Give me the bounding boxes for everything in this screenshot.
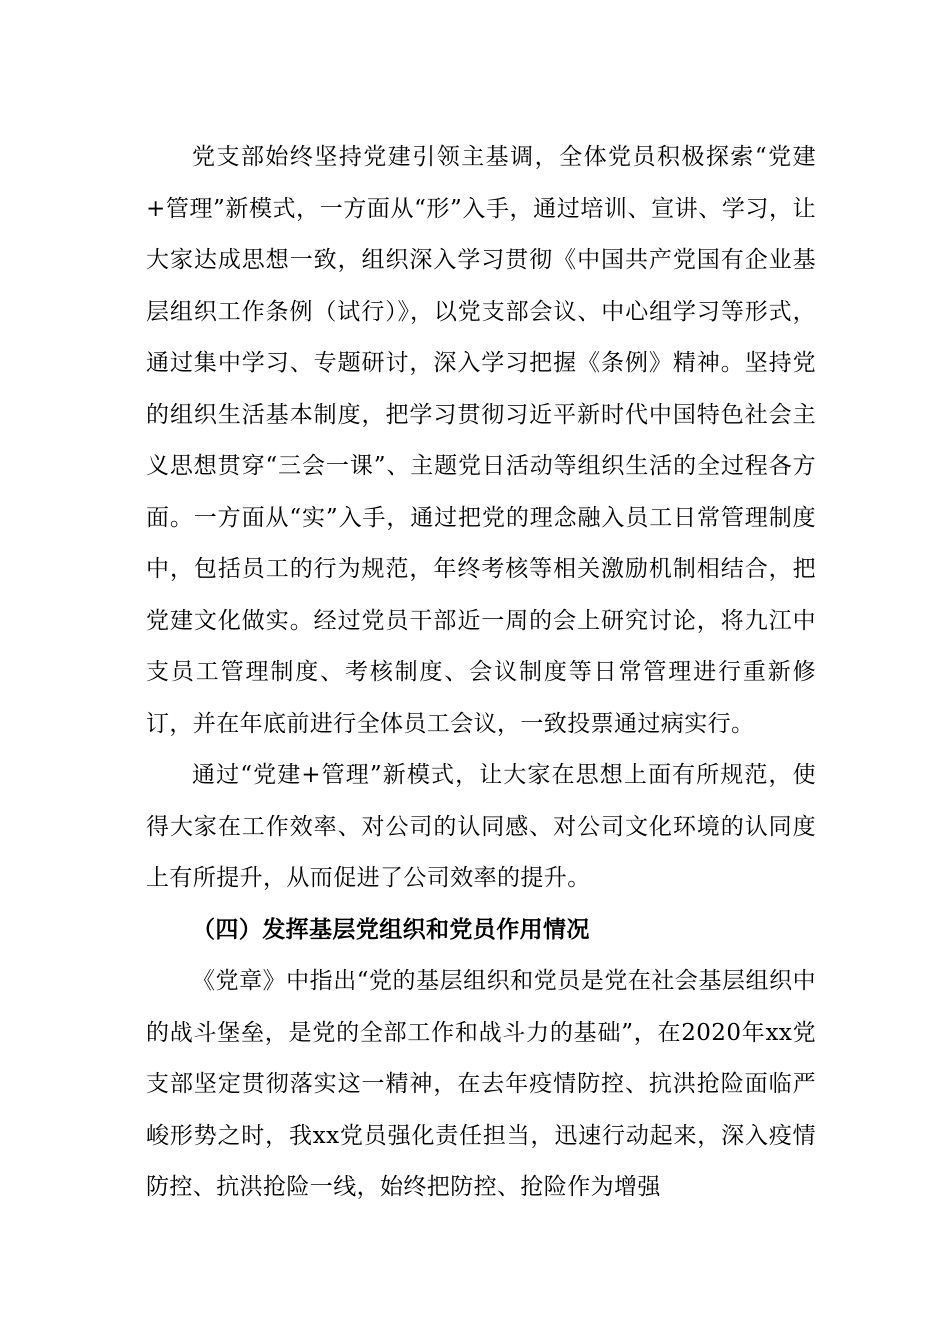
paragraph-new-model-results: 通过“党建+管理”新模式，让大家在思想上面有所规范，使得大家在工作效率、对公司的认同感、对公司文化环境的认同度上有所提升，从而促进了公司效率的提升。: [146, 762, 816, 891]
paragraph-party-building-management: 党支部始终坚持党建引领主基调，全体党员积极探索“党建+管理”新模式，一方面从“形”入手，通过培训、宣讲、学习，让大家达成思想一致，组织深入学习贯彻《中国共产党国有企业基层组织工作条例（试行）》，以党支部会议、中心组学习等形式，通过集中学习、专题研讨，深入学习把握《条例》精神。坚持党的组织生活基本制度，把学习贯彻习近平新时代中国特色社会主义思想贯穿“三会一课”、主题党日活动等组织生活的全过程各方面。一方面从“实”入手，通过把党的理念融入员工日常管理制度中，包括员工的行为规范，年终考核等相关激励机制相结合，把党建文化做实。经过党员干部近一周的会上研究讨论，将九江中支员工管理制度、考核制度、会议制度等日常管理进行重新修订，并在年底前进行全体员工会议，一致投票通过病实行。: [146, 144, 816, 737]
paragraph-party-constitution: 《党章》中指出“党的基层组织和党员是党在社会基层组织中的战斗堡垒，是党的全部工作和战斗力的基础”，在2020年xx党支部坚定贯彻落实这一精神，在去年疫情防控、抗洪抢险面临严峻形势之时，我xx党员强化责任担当，迅速行动起来，深入疫情防控、抗洪抢险一线，始终把防控、抢险作为增强: [146, 968, 816, 1200]
document-body: [146, 132, 816, 1214]
section-heading: （四）发挥基层党组织和党员作用情况: [192, 916, 590, 943]
